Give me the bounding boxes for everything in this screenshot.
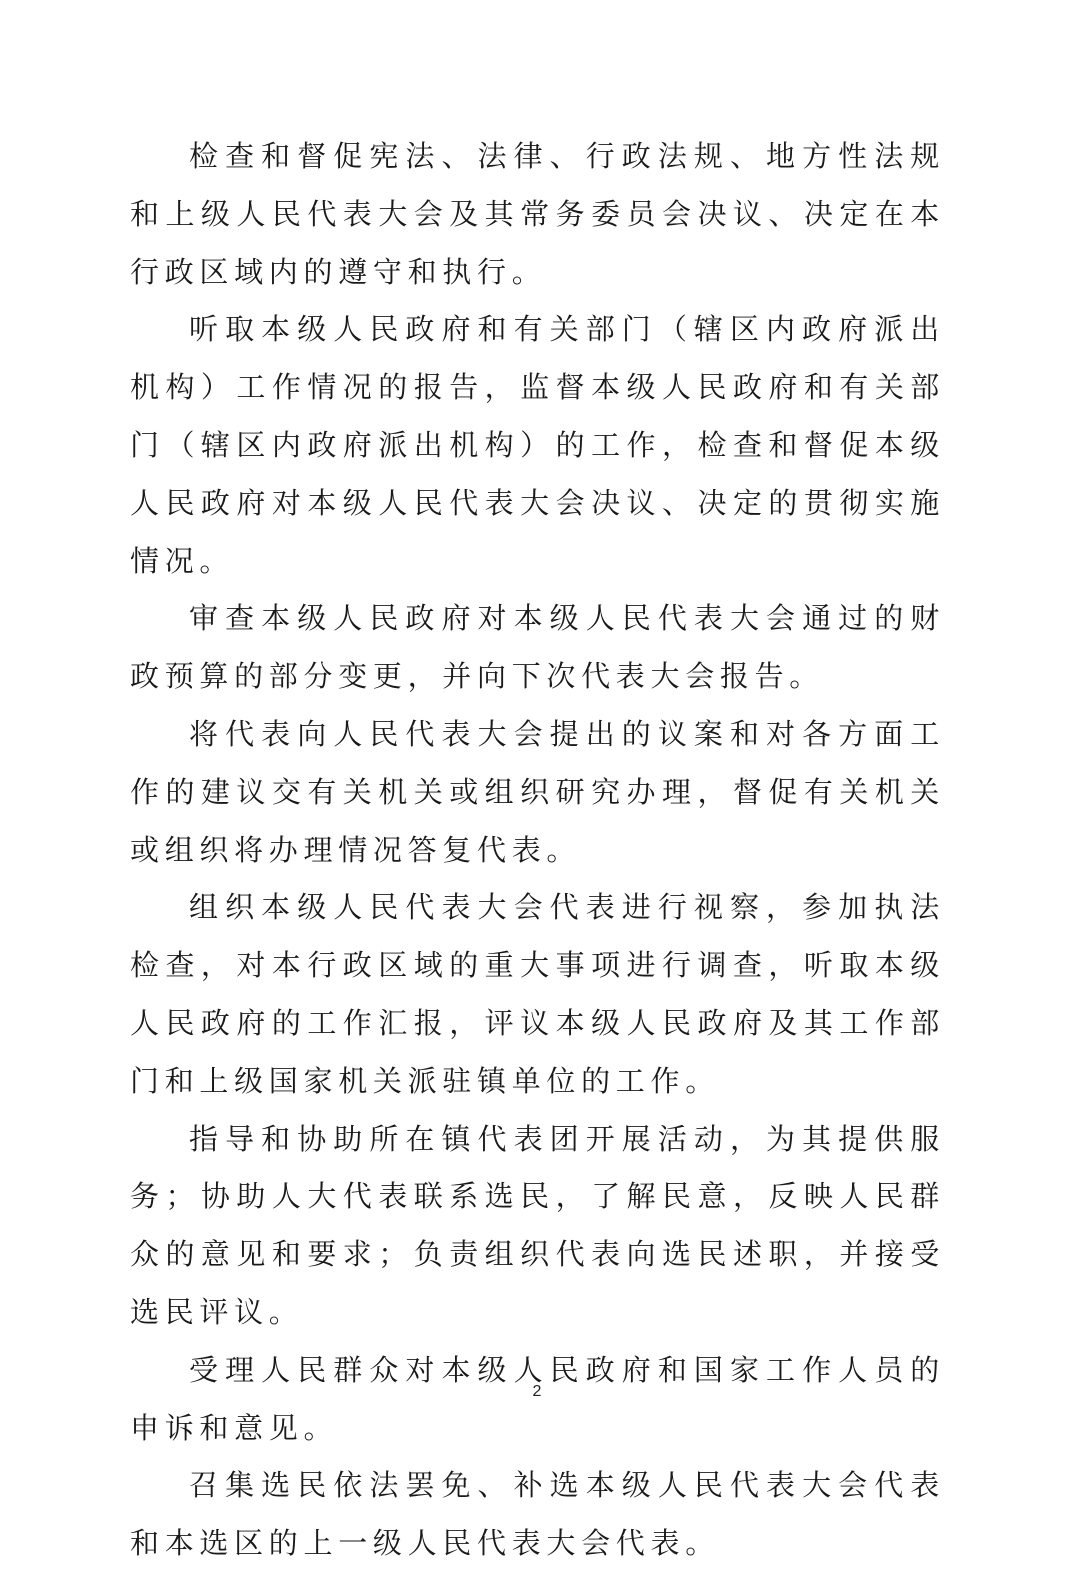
page-number: 2 [532, 1383, 542, 1400]
paragraph-government-reports: 听取本级人民政府和有关部门（辖区内政府派出机构）工作情况的报告，监督本级人民政府和有关部门（辖区内政府派出机构）的工作，检查和督促本级人民政府对本级人民代表大会决议、决定的贯彻实施情况。 [130, 312, 945, 578]
document-body [130, 128, 945, 1573]
paragraph-delegation-guidance: 指导和协助所在镇代表团开展活动，为其提供服务；协助人大代表联系选民，了解民意，反映人民群众的意见和要求；负责组织代表向选民述职，并接受选民评议。 [130, 1121, 945, 1329]
paragraph-inspection-evaluation: 组织本级人民代表大会代表进行视察，参加执法检查，对本行政区域的重大事项进行调查，听取本级人民政府的工作汇报，评议本级人民政府及其工作部门和上级国家机关派驻镇单位的工作。 [130, 890, 945, 1098]
paragraph-budget-review: 审查本级人民政府对本级人民代表大会通过的财政预算的部分变更，并向下次代表大会报告。 [130, 601, 945, 694]
paragraph-supervise-constitution: 检查和督促宪法、法律、行政法规、地方性法规和上级人民代表大会及其常务委员会决议、决定在本行政区域内的遵守和执行。 [130, 139, 945, 289]
paragraph-motions-suggestions: 将代表向人民代表大会提出的议案和对各方面工作的建议交有关机关或组织研究办理，督促有关机关或组织将办理情况答复代表。 [130, 716, 945, 867]
paragraph-complaints: 受理人民群众对本级人民政府和国家工作人员的申诉和意见。 [130, 1352, 945, 1445]
paragraph-recall-election: 召集选民依法罢免、补选本级人民代表大会代表和本选区的上一级人民代表大会代表。 [130, 1468, 945, 1561]
